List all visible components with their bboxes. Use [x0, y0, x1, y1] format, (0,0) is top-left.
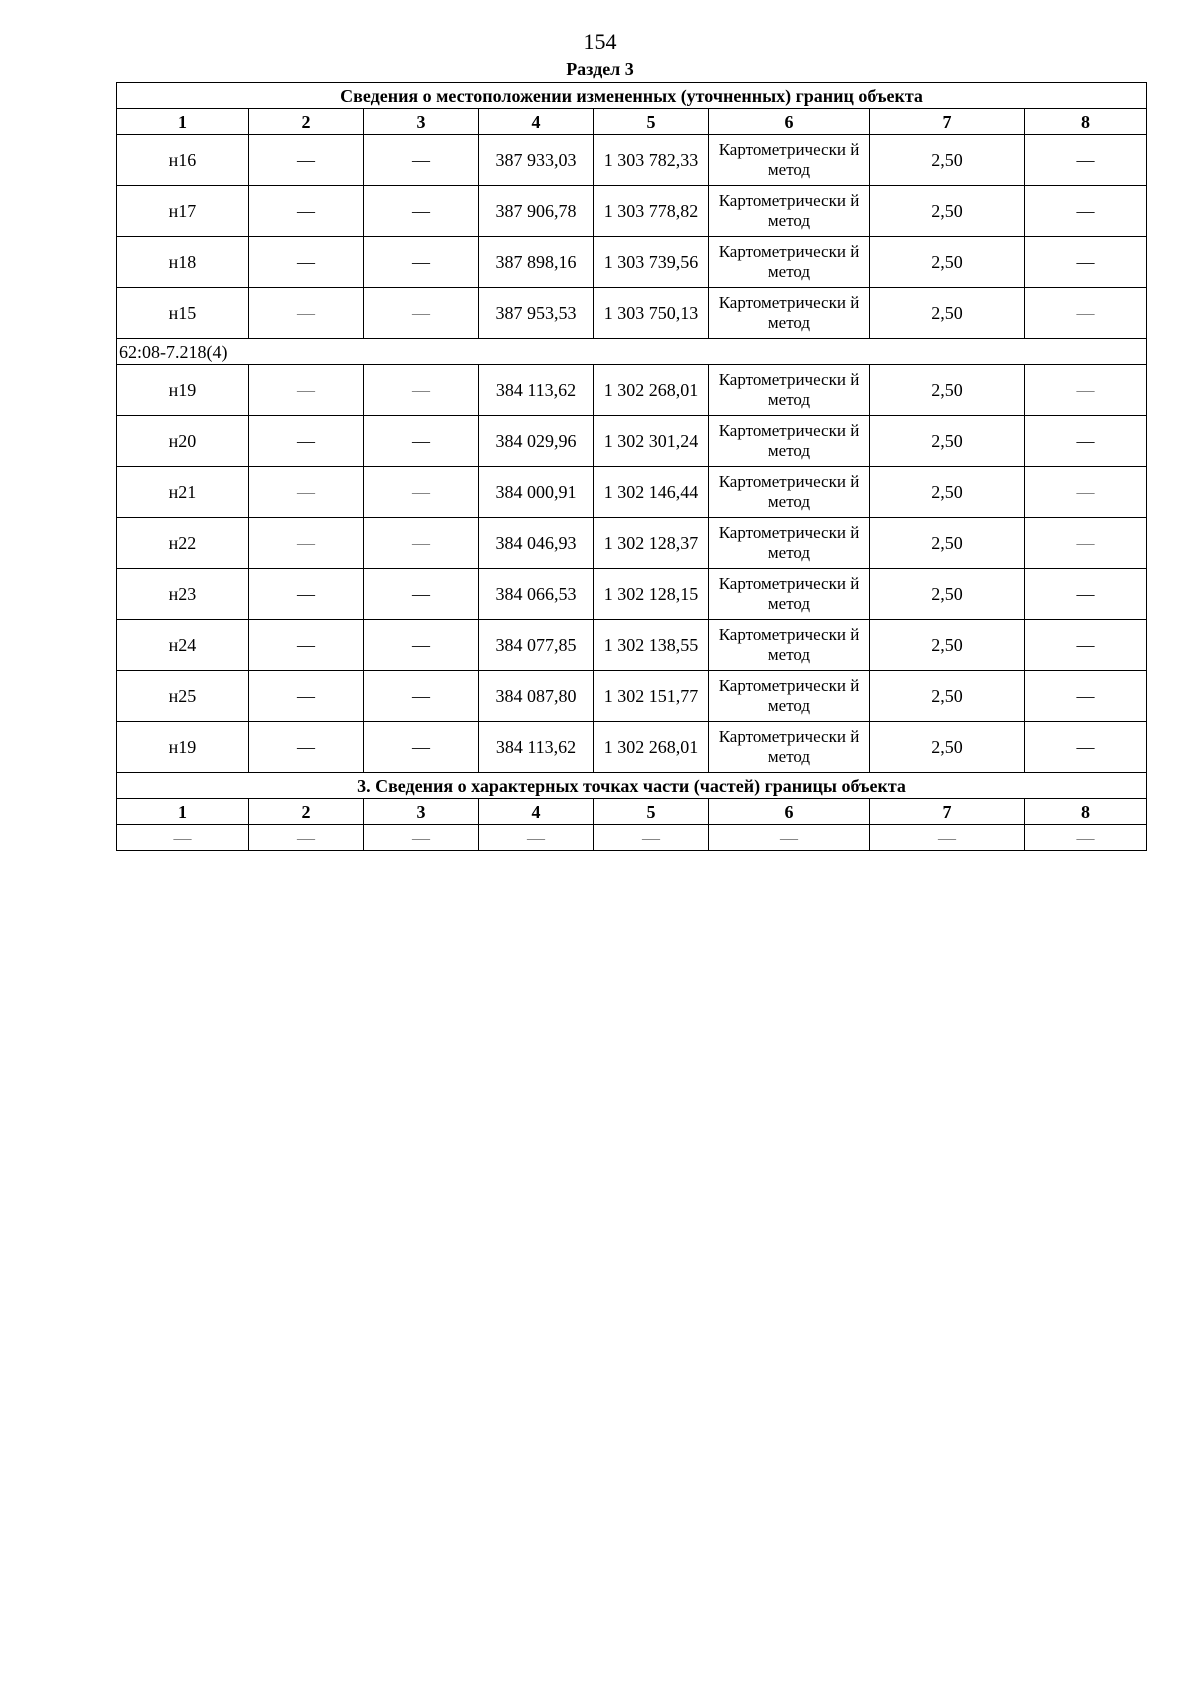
dash-cell: —: [1025, 569, 1147, 620]
table-row: [117, 671, 1147, 722]
table-row: [117, 518, 1147, 569]
table-row: [117, 288, 1147, 339]
dash-cell: —: [249, 722, 364, 773]
y-coordinate-cell: 1 302 268,01: [594, 365, 709, 416]
method-cell: Картометрически й метод: [709, 135, 870, 186]
dash-cell: —: [364, 416, 479, 467]
column-header: 7: [870, 109, 1025, 135]
accuracy-cell: 2,50: [870, 288, 1025, 339]
y-coordinate-cell: 1 302 146,44: [594, 467, 709, 518]
point-number-cell: н17: [117, 186, 249, 237]
dash-cell: —: [709, 825, 870, 851]
x-coordinate-cell: 387 906,78: [479, 186, 594, 237]
y-coordinate-cell: 1 303 778,82: [594, 186, 709, 237]
method-cell: Картометрически й метод: [709, 365, 870, 416]
dash-cell: —: [1025, 722, 1147, 773]
accuracy-cell: 2,50: [870, 416, 1025, 467]
dash-cell: —: [249, 467, 364, 518]
table-row: [117, 467, 1147, 518]
dash-cell: —: [364, 288, 479, 339]
method-cell: Картометрически й метод: [709, 722, 870, 773]
dash-cell: —: [249, 416, 364, 467]
accuracy-cell: 2,50: [870, 186, 1025, 237]
method-cell: Картометрически й метод: [709, 288, 870, 339]
column-header: 5: [594, 799, 709, 825]
column-header: 1: [117, 799, 249, 825]
column-header: 8: [1025, 799, 1147, 825]
table-row: [117, 135, 1147, 186]
table-row: [117, 365, 1147, 416]
y-coordinate-cell: 1 302 128,15: [594, 569, 709, 620]
accuracy-cell: 2,50: [870, 467, 1025, 518]
x-coordinate-cell: 384 029,96: [479, 416, 594, 467]
dash-cell: —: [249, 825, 364, 851]
method-cell: Картометрически й метод: [709, 467, 870, 518]
coordinates-table: [116, 82, 1147, 851]
column-header: 4: [479, 109, 594, 135]
dash-cell: —: [870, 825, 1025, 851]
y-coordinate-cell: 1 302 128,37: [594, 518, 709, 569]
accuracy-cell: 2,50: [870, 365, 1025, 416]
dash-cell: —: [594, 825, 709, 851]
x-coordinate-cell: 384 000,91: [479, 467, 594, 518]
x-coordinate-cell: 384 066,53: [479, 569, 594, 620]
dash-cell: —: [364, 620, 479, 671]
dash-cell: —: [1025, 416, 1147, 467]
column-header: 3: [364, 109, 479, 135]
table-row: [117, 416, 1147, 467]
dash-cell: —: [364, 825, 479, 851]
dash-cell: —: [249, 135, 364, 186]
dash-cell: —: [364, 467, 479, 518]
table-row: [117, 825, 1147, 851]
y-coordinate-cell: 1 302 301,24: [594, 416, 709, 467]
point-number-cell: н19: [117, 365, 249, 416]
accuracy-cell: 2,50: [870, 569, 1025, 620]
column-header: 8: [1025, 109, 1147, 135]
column-header: 5: [594, 109, 709, 135]
method-cell: Картометрически й метод: [709, 569, 870, 620]
point-number-cell: н19: [117, 722, 249, 773]
accuracy-cell: 2,50: [870, 237, 1025, 288]
column-header: 1: [117, 109, 249, 135]
accuracy-cell: 2,50: [870, 620, 1025, 671]
accuracy-cell: 2,50: [870, 518, 1025, 569]
column-header: 3: [364, 799, 479, 825]
accuracy-cell: 2,50: [870, 135, 1025, 186]
point-number-cell: н24: [117, 620, 249, 671]
table2-title: 3. Сведения о характерных точках части (частей) границы объекта: [117, 773, 1147, 799]
dash-cell: —: [1025, 288, 1147, 339]
x-coordinate-cell: 384 113,62: [479, 722, 594, 773]
table-row: [117, 722, 1147, 773]
dash-cell: —: [249, 186, 364, 237]
y-coordinate-cell: 1 303 750,13: [594, 288, 709, 339]
point-number-cell: н25: [117, 671, 249, 722]
point-number-cell: н16: [117, 135, 249, 186]
x-coordinate-cell: 387 898,16: [479, 237, 594, 288]
dash-cell: —: [249, 237, 364, 288]
table1-title-row: [117, 83, 1147, 109]
dash-cell: —: [1025, 518, 1147, 569]
column-header: 4: [479, 799, 594, 825]
dash-cell: —: [1025, 825, 1147, 851]
dash-cell: —: [249, 518, 364, 569]
x-coordinate-cell: 387 953,53: [479, 288, 594, 339]
accuracy-cell: 2,50: [870, 722, 1025, 773]
column-header: 2: [249, 109, 364, 135]
table-row: [117, 620, 1147, 671]
dash-cell: —: [1025, 365, 1147, 416]
dash-cell: —: [249, 620, 364, 671]
table2-header-row: [117, 799, 1147, 825]
dash-cell: —: [364, 518, 479, 569]
dash-cell: —: [249, 288, 364, 339]
table1-title: Сведения о местоположении измененных (уточненных) границ объекта: [117, 83, 1147, 109]
x-coordinate-cell: 387 933,03: [479, 135, 594, 186]
point-number-cell: н22: [117, 518, 249, 569]
dash-cell: —: [364, 135, 479, 186]
dash-cell: —: [1025, 620, 1147, 671]
dash-cell: —: [364, 237, 479, 288]
table-row: [117, 237, 1147, 288]
dash-cell: —: [1025, 467, 1147, 518]
y-coordinate-cell: 1 303 739,56: [594, 237, 709, 288]
page-number: 154: [583, 29, 617, 54]
table-row: [117, 186, 1147, 237]
x-coordinate-cell: 384 113,62: [479, 365, 594, 416]
method-cell: Картометрически й метод: [709, 416, 870, 467]
dash-cell: —: [249, 365, 364, 416]
point-number-cell: н21: [117, 467, 249, 518]
x-coordinate-cell: 384 046,93: [479, 518, 594, 569]
method-cell: Картометрически й метод: [709, 671, 870, 722]
subgroup-row: [117, 339, 1147, 365]
y-coordinate-cell: 1 303 782,33: [594, 135, 709, 186]
method-cell: Картометрически й метод: [709, 186, 870, 237]
subgroup-label: 62:08-7.218(4): [117, 339, 1147, 365]
dash-cell: —: [364, 722, 479, 773]
table1-header-row: [117, 109, 1147, 135]
table-row: [117, 569, 1147, 620]
x-coordinate-cell: 384 077,85: [479, 620, 594, 671]
dash-cell: —: [249, 671, 364, 722]
dash-cell: —: [364, 365, 479, 416]
point-number-cell: н15: [117, 288, 249, 339]
y-coordinate-cell: 1 302 138,55: [594, 620, 709, 671]
method-cell: Картометрически й метод: [709, 620, 870, 671]
dash-cell: —: [364, 186, 479, 237]
dash-cell: —: [117, 825, 249, 851]
point-number-cell: н20: [117, 416, 249, 467]
dash-cell: —: [479, 825, 594, 851]
column-header: 6: [709, 799, 870, 825]
y-coordinate-cell: 1 302 151,77: [594, 671, 709, 722]
section-title: Раздел 3: [566, 59, 634, 79]
dash-cell: —: [249, 569, 364, 620]
accuracy-cell: 2,50: [870, 671, 1025, 722]
dash-cell: —: [1025, 671, 1147, 722]
point-number-cell: н23: [117, 569, 249, 620]
x-coordinate-cell: 384 087,80: [479, 671, 594, 722]
dash-cell: —: [364, 569, 479, 620]
table2-title-row: [117, 773, 1147, 799]
column-header: 6: [709, 109, 870, 135]
dash-cell: —: [364, 671, 479, 722]
method-cell: Картометрически й метод: [709, 518, 870, 569]
column-header: 2: [249, 799, 364, 825]
method-cell: Картометрически й метод: [709, 237, 870, 288]
column-header: 7: [870, 799, 1025, 825]
dash-cell: —: [1025, 135, 1147, 186]
dash-cell: —: [1025, 186, 1147, 237]
y-coordinate-cell: 1 302 268,01: [594, 722, 709, 773]
point-number-cell: н18: [117, 237, 249, 288]
dash-cell: —: [1025, 237, 1147, 288]
